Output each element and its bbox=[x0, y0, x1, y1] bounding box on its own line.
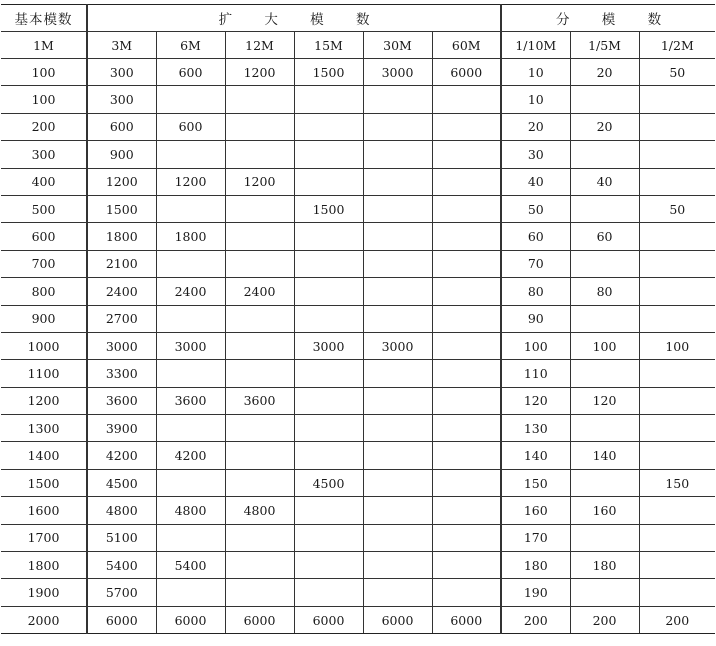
table-cell: 60 bbox=[570, 223, 639, 250]
table-cell bbox=[363, 278, 432, 305]
table-cell: 2700 bbox=[87, 305, 156, 332]
table-cell: 4800 bbox=[225, 497, 294, 524]
table-cell: 300 bbox=[87, 86, 156, 113]
table-cell bbox=[432, 278, 501, 305]
table-cell bbox=[156, 250, 225, 277]
table-cell bbox=[294, 360, 363, 387]
table-cell bbox=[639, 360, 715, 387]
table-cell: 40 bbox=[570, 168, 639, 195]
table-cell: 200 bbox=[639, 606, 715, 633]
table-cell bbox=[570, 86, 639, 113]
table-cell bbox=[639, 141, 715, 168]
table-cell bbox=[156, 141, 225, 168]
table-row bbox=[1, 387, 715, 414]
table-cell: 150 bbox=[639, 469, 715, 496]
table-cell: 1800 bbox=[156, 223, 225, 250]
table-cell bbox=[363, 497, 432, 524]
table-cell: 80 bbox=[501, 278, 570, 305]
table-cell bbox=[432, 223, 501, 250]
table-cell: 170 bbox=[501, 524, 570, 551]
table-cell bbox=[363, 168, 432, 195]
table-cell bbox=[225, 86, 294, 113]
table-cell: 200 bbox=[501, 606, 570, 633]
table-row bbox=[1, 332, 715, 359]
table-cell: 2100 bbox=[87, 250, 156, 277]
table-cell bbox=[432, 360, 501, 387]
table-row bbox=[1, 223, 715, 250]
table-cell: 60 bbox=[501, 223, 570, 250]
table-cell bbox=[432, 579, 501, 606]
table-cell: 1400 bbox=[1, 442, 87, 469]
table-cell bbox=[570, 579, 639, 606]
table-cell: 100 bbox=[1, 86, 87, 113]
table-cell: 900 bbox=[1, 305, 87, 332]
table-cell bbox=[294, 223, 363, 250]
unit-header: 3M bbox=[87, 32, 156, 59]
table-row bbox=[1, 86, 715, 113]
table-cell: 160 bbox=[570, 497, 639, 524]
table-cell: 6000 bbox=[432, 59, 501, 86]
table-row bbox=[1, 250, 715, 277]
modulus-table bbox=[1, 4, 715, 634]
table-row bbox=[1, 168, 715, 195]
table-cell: 110 bbox=[501, 360, 570, 387]
table-cell: 4500 bbox=[87, 469, 156, 496]
table-cell bbox=[570, 141, 639, 168]
table-cell: 6000 bbox=[156, 606, 225, 633]
table-cell bbox=[639, 305, 715, 332]
table-row bbox=[1, 113, 715, 140]
table-cell: 200 bbox=[570, 606, 639, 633]
table-cell: 70 bbox=[501, 250, 570, 277]
table-row bbox=[1, 442, 715, 469]
table-cell bbox=[639, 223, 715, 250]
table-cell bbox=[225, 415, 294, 442]
table-cell bbox=[294, 250, 363, 277]
table-row bbox=[1, 195, 715, 222]
table-cell: 50 bbox=[639, 59, 715, 86]
table-cell bbox=[225, 141, 294, 168]
table-cell bbox=[363, 195, 432, 222]
table-cell bbox=[156, 415, 225, 442]
table-cell bbox=[570, 195, 639, 222]
table-cell: 80 bbox=[570, 278, 639, 305]
table-cell: 1200 bbox=[225, 59, 294, 86]
table-cell bbox=[639, 524, 715, 551]
table-cell bbox=[225, 113, 294, 140]
unit-header: 1M bbox=[1, 32, 87, 59]
table-cell bbox=[363, 552, 432, 579]
table-row bbox=[1, 469, 715, 496]
table-cell bbox=[432, 305, 501, 332]
table-cell: 600 bbox=[156, 113, 225, 140]
table-cell: 50 bbox=[639, 195, 715, 222]
table-cell: 5400 bbox=[156, 552, 225, 579]
table-cell bbox=[570, 469, 639, 496]
table-cell bbox=[432, 442, 501, 469]
table-cell bbox=[225, 360, 294, 387]
table-cell bbox=[432, 250, 501, 277]
table-cell bbox=[432, 552, 501, 579]
table-cell bbox=[432, 168, 501, 195]
table-cell bbox=[432, 113, 501, 140]
table-cell bbox=[570, 360, 639, 387]
table-cell: 4800 bbox=[156, 497, 225, 524]
table-cell bbox=[294, 579, 363, 606]
table-cell bbox=[363, 469, 432, 496]
table-row bbox=[1, 497, 715, 524]
table-row bbox=[1, 305, 715, 332]
table-row bbox=[1, 141, 715, 168]
expanded-modulus-header: 扩 大 模 数 bbox=[87, 5, 501, 32]
table-row bbox=[1, 579, 715, 606]
table-cell: 900 bbox=[87, 141, 156, 168]
table-cell bbox=[294, 497, 363, 524]
table-cell: 3600 bbox=[156, 387, 225, 414]
table-cell: 140 bbox=[570, 442, 639, 469]
table-cell: 4800 bbox=[87, 497, 156, 524]
table-cell: 1200 bbox=[225, 168, 294, 195]
table-cell bbox=[639, 497, 715, 524]
table-cell: 1200 bbox=[87, 168, 156, 195]
table-cell bbox=[225, 469, 294, 496]
table-cell: 300 bbox=[1, 141, 87, 168]
table-cell bbox=[639, 387, 715, 414]
table-cell bbox=[639, 113, 715, 140]
table-cell: 1200 bbox=[1, 387, 87, 414]
table-cell: 190 bbox=[501, 579, 570, 606]
table-row bbox=[1, 552, 715, 579]
unit-header: 30M bbox=[363, 32, 432, 59]
unit-header-row bbox=[1, 32, 715, 59]
fractional-modulus-header: 分 模 数 bbox=[501, 5, 715, 32]
table-cell bbox=[363, 305, 432, 332]
table-cell bbox=[639, 552, 715, 579]
table-row bbox=[1, 606, 715, 633]
table-cell: 2000 bbox=[1, 606, 87, 633]
table-cell bbox=[225, 250, 294, 277]
table-cell bbox=[432, 387, 501, 414]
table-cell bbox=[294, 415, 363, 442]
table-row bbox=[1, 415, 715, 442]
table-cell: 30 bbox=[501, 141, 570, 168]
table-cell bbox=[363, 579, 432, 606]
table-cell: 100 bbox=[570, 332, 639, 359]
table-cell bbox=[294, 442, 363, 469]
table-cell: 600 bbox=[156, 59, 225, 86]
table-cell bbox=[432, 524, 501, 551]
table-cell: 6000 bbox=[225, 606, 294, 633]
table-cell: 160 bbox=[501, 497, 570, 524]
table-cell: 10 bbox=[501, 86, 570, 113]
table-cell bbox=[432, 332, 501, 359]
table-cell: 1600 bbox=[1, 497, 87, 524]
table-cell bbox=[363, 360, 432, 387]
table-cell bbox=[225, 223, 294, 250]
table-cell bbox=[156, 360, 225, 387]
table-cell: 2400 bbox=[156, 278, 225, 305]
table-cell bbox=[639, 415, 715, 442]
table-cell bbox=[225, 332, 294, 359]
unit-header: 15M bbox=[294, 32, 363, 59]
table-cell: 3300 bbox=[87, 360, 156, 387]
table-cell bbox=[363, 86, 432, 113]
table-cell bbox=[156, 195, 225, 222]
table-cell bbox=[294, 168, 363, 195]
table-cell: 3600 bbox=[225, 387, 294, 414]
table-cell bbox=[363, 442, 432, 469]
table-cell bbox=[570, 524, 639, 551]
table-cell bbox=[294, 278, 363, 305]
table-cell: 1500 bbox=[294, 59, 363, 86]
table-cell bbox=[639, 168, 715, 195]
table-cell bbox=[570, 415, 639, 442]
table-cell: 3900 bbox=[87, 415, 156, 442]
table-cell: 1800 bbox=[1, 552, 87, 579]
table-cell: 1500 bbox=[1, 469, 87, 496]
table-cell: 180 bbox=[501, 552, 570, 579]
table-cell: 5400 bbox=[87, 552, 156, 579]
table-cell bbox=[294, 305, 363, 332]
table-cell: 120 bbox=[501, 387, 570, 414]
table-cell bbox=[639, 442, 715, 469]
table-cell: 1200 bbox=[156, 168, 225, 195]
unit-header: 1/10M bbox=[501, 32, 570, 59]
table-cell bbox=[156, 86, 225, 113]
table-cell: 100 bbox=[501, 332, 570, 359]
table-cell: 6000 bbox=[363, 606, 432, 633]
unit-header: 6M bbox=[156, 32, 225, 59]
table-cell: 1900 bbox=[1, 579, 87, 606]
table-cell: 40 bbox=[501, 168, 570, 195]
table-cell: 800 bbox=[1, 278, 87, 305]
table-cell: 20 bbox=[570, 113, 639, 140]
table-cell: 2400 bbox=[87, 278, 156, 305]
table-cell bbox=[363, 387, 432, 414]
table-cell: 3000 bbox=[294, 332, 363, 359]
table-cell: 1300 bbox=[1, 415, 87, 442]
table-cell bbox=[225, 524, 294, 551]
table-cell: 1000 bbox=[1, 332, 87, 359]
table-cell bbox=[294, 113, 363, 140]
table-cell: 4200 bbox=[87, 442, 156, 469]
table-row bbox=[1, 59, 715, 86]
table-cell: 6000 bbox=[294, 606, 363, 633]
table-cell bbox=[363, 250, 432, 277]
table-cell: 600 bbox=[1, 223, 87, 250]
table-cell: 100 bbox=[639, 332, 715, 359]
table-cell bbox=[225, 442, 294, 469]
table-cell: 600 bbox=[87, 113, 156, 140]
table-cell: 3600 bbox=[87, 387, 156, 414]
table-cell: 5100 bbox=[87, 524, 156, 551]
table-cell bbox=[363, 141, 432, 168]
table-cell bbox=[156, 305, 225, 332]
table-cell: 4200 bbox=[156, 442, 225, 469]
table-cell bbox=[432, 415, 501, 442]
table-cell bbox=[225, 195, 294, 222]
table-cell: 300 bbox=[87, 59, 156, 86]
table-cell bbox=[639, 250, 715, 277]
table-cell bbox=[225, 305, 294, 332]
table-cell: 180 bbox=[570, 552, 639, 579]
table-cell: 4500 bbox=[294, 469, 363, 496]
table-cell: 90 bbox=[501, 305, 570, 332]
table-cell: 20 bbox=[501, 113, 570, 140]
table-cell bbox=[432, 195, 501, 222]
table-cell: 1800 bbox=[87, 223, 156, 250]
table-cell bbox=[639, 86, 715, 113]
table-cell: 6000 bbox=[432, 606, 501, 633]
table-cell: 400 bbox=[1, 168, 87, 195]
table-cell: 2400 bbox=[225, 278, 294, 305]
unit-header: 12M bbox=[225, 32, 294, 59]
table-cell: 700 bbox=[1, 250, 87, 277]
table-cell: 50 bbox=[501, 195, 570, 222]
unit-header: 1/2M bbox=[639, 32, 715, 59]
table-cell bbox=[294, 524, 363, 551]
table-cell bbox=[570, 250, 639, 277]
table-cell bbox=[639, 579, 715, 606]
table-cell: 3000 bbox=[363, 332, 432, 359]
table-cell: 3000 bbox=[87, 332, 156, 359]
table-cell: 200 bbox=[1, 113, 87, 140]
table-cell bbox=[294, 387, 363, 414]
table-row bbox=[1, 524, 715, 551]
table-row bbox=[1, 278, 715, 305]
table-cell: 3000 bbox=[363, 59, 432, 86]
table-cell bbox=[156, 579, 225, 606]
table-cell bbox=[570, 305, 639, 332]
table-cell: 20 bbox=[570, 59, 639, 86]
table-cell bbox=[432, 86, 501, 113]
table-cell: 100 bbox=[1, 59, 87, 86]
table-cell: 6000 bbox=[87, 606, 156, 633]
table-cell: 150 bbox=[501, 469, 570, 496]
table-cell: 140 bbox=[501, 442, 570, 469]
table-cell: 1500 bbox=[294, 195, 363, 222]
group-header-row bbox=[1, 5, 715, 32]
table-cell: 1500 bbox=[87, 195, 156, 222]
table-cell: 1100 bbox=[1, 360, 87, 387]
table-cell bbox=[294, 552, 363, 579]
table-cell bbox=[156, 524, 225, 551]
basic-modulus-header: 基本模数 bbox=[1, 5, 87, 32]
table-cell bbox=[432, 497, 501, 524]
table-cell: 3000 bbox=[156, 332, 225, 359]
unit-header: 60M bbox=[432, 32, 501, 59]
table-cell: 130 bbox=[501, 415, 570, 442]
table-cell bbox=[432, 141, 501, 168]
table-cell: 10 bbox=[501, 59, 570, 86]
table-cell: 5700 bbox=[87, 579, 156, 606]
table-cell bbox=[294, 86, 363, 113]
table-cell bbox=[363, 113, 432, 140]
table-cell bbox=[639, 278, 715, 305]
table-cell: 120 bbox=[570, 387, 639, 414]
table-cell bbox=[363, 524, 432, 551]
table-row bbox=[1, 360, 715, 387]
table-cell bbox=[363, 223, 432, 250]
table-cell: 1700 bbox=[1, 524, 87, 551]
table-cell bbox=[294, 141, 363, 168]
table-body bbox=[1, 59, 715, 634]
table-cell bbox=[225, 552, 294, 579]
table-cell bbox=[363, 415, 432, 442]
table-cell bbox=[432, 469, 501, 496]
table-cell bbox=[156, 469, 225, 496]
table-cell bbox=[225, 579, 294, 606]
table-cell: 500 bbox=[1, 195, 87, 222]
unit-header: 1/5M bbox=[570, 32, 639, 59]
